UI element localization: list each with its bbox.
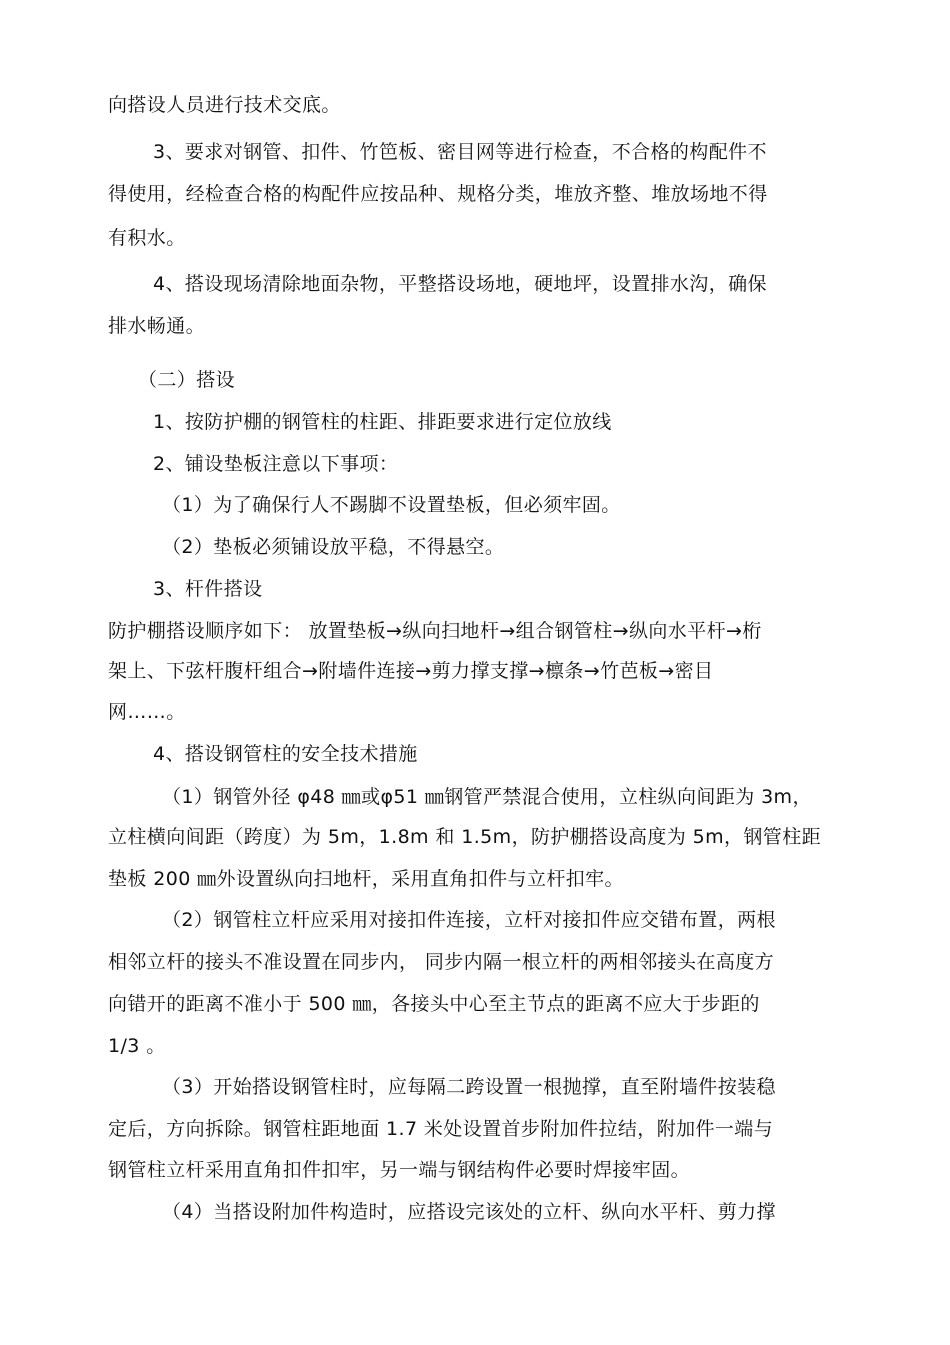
text-line: （1）为了确保行人不踢脚不设置垫板，但必须牢固。 [162, 494, 621, 516]
text-line: 1/3 。 [108, 1035, 166, 1057]
text-line: 排水畅通。 [108, 315, 206, 337]
text-line: 相邻立杆的接头不准设置在同步内， 同步内隔一根立杆的两相邻接头在高度方 [108, 951, 775, 973]
text-line: 3、要求对钢管、扣件、竹笆板、密目网等进行检查，不合格的构配件不 [153, 141, 767, 163]
text-line: 定后，方向拆除。钢管柱距地面 1.7 米处设置首步附加件拉结，附加件一端与 [108, 1118, 774, 1140]
text-line: 4、搭设现场清除地面杂物，平整搭设场地，硬地坪，设置排水沟，确保 [153, 273, 767, 295]
text-line: 垫板 200 ㎜外设置纵向扫地杆，采用直角扣件与立杆扣牢。 [108, 868, 624, 890]
text-line: 2、铺设垫板注意以下事项： [153, 453, 399, 475]
text-line: （3）开始搭设钢管柱时，应每隔二跨设置一根抛撑，直至附墙件按装稳 [162, 1076, 776, 1098]
text-line: （1）钢管外径 φ48 ㎜或φ51 ㎜钢管严禁混合使用，立柱纵向间距为 3m， [162, 786, 812, 808]
section-heading: （二）搭设 [138, 369, 236, 391]
text-line: 有积水。 [108, 227, 186, 249]
text-line: 网……。 [108, 701, 186, 723]
text-line: （2）垫板必须铺设放平稳，不得悬空。 [162, 536, 505, 558]
text-line: 钢管柱立杆采用直角扣件扣牢，另一端与钢结构件必要时焊接牢固。 [108, 1159, 691, 1181]
text-line: 立柱横向间距（跨度）为 5m，1.8m 和 1.5m，防护棚搭设高度为 5m，钢管柱距 [108, 826, 822, 848]
text-line: （4）当搭设附加件构造时，应搭设完该处的立杆、纵向水平杆、剪力撑 [162, 1201, 776, 1223]
text-line: 3、杆件搭设 [153, 578, 263, 600]
text-line: 4、搭设钢管柱的安全技术措施 [153, 743, 418, 765]
text-line: 架上、下弦杆腹杆组合→附墙件连接→剪力撑支撑→檩条→竹芭板→密目 [108, 660, 714, 682]
text-line: （2）钢管柱立杆应采用对接扣件连接，立杆对接扣件应交错布置，两根 [162, 909, 776, 931]
text-line: 向错开的距离不准小于 500 ㎜，各接头中心至主节点的距离不应大于步距的 [108, 993, 760, 1015]
text-line: 得使用，经检查合格的构配件应按品种、规格分类，堆放齐整、堆放场地不得 [108, 183, 768, 205]
text-line: 1、按防护棚的钢管柱的柱距、排距要求进行定位放线 [153, 411, 612, 433]
text-line: 防护棚搭设顺序如下： 放置垫板→纵向扫地杆→组合钢管柱→纵向水平杆→桁 [108, 620, 762, 642]
text-line: 向搭设人员进行技术交底。 [108, 94, 341, 116]
